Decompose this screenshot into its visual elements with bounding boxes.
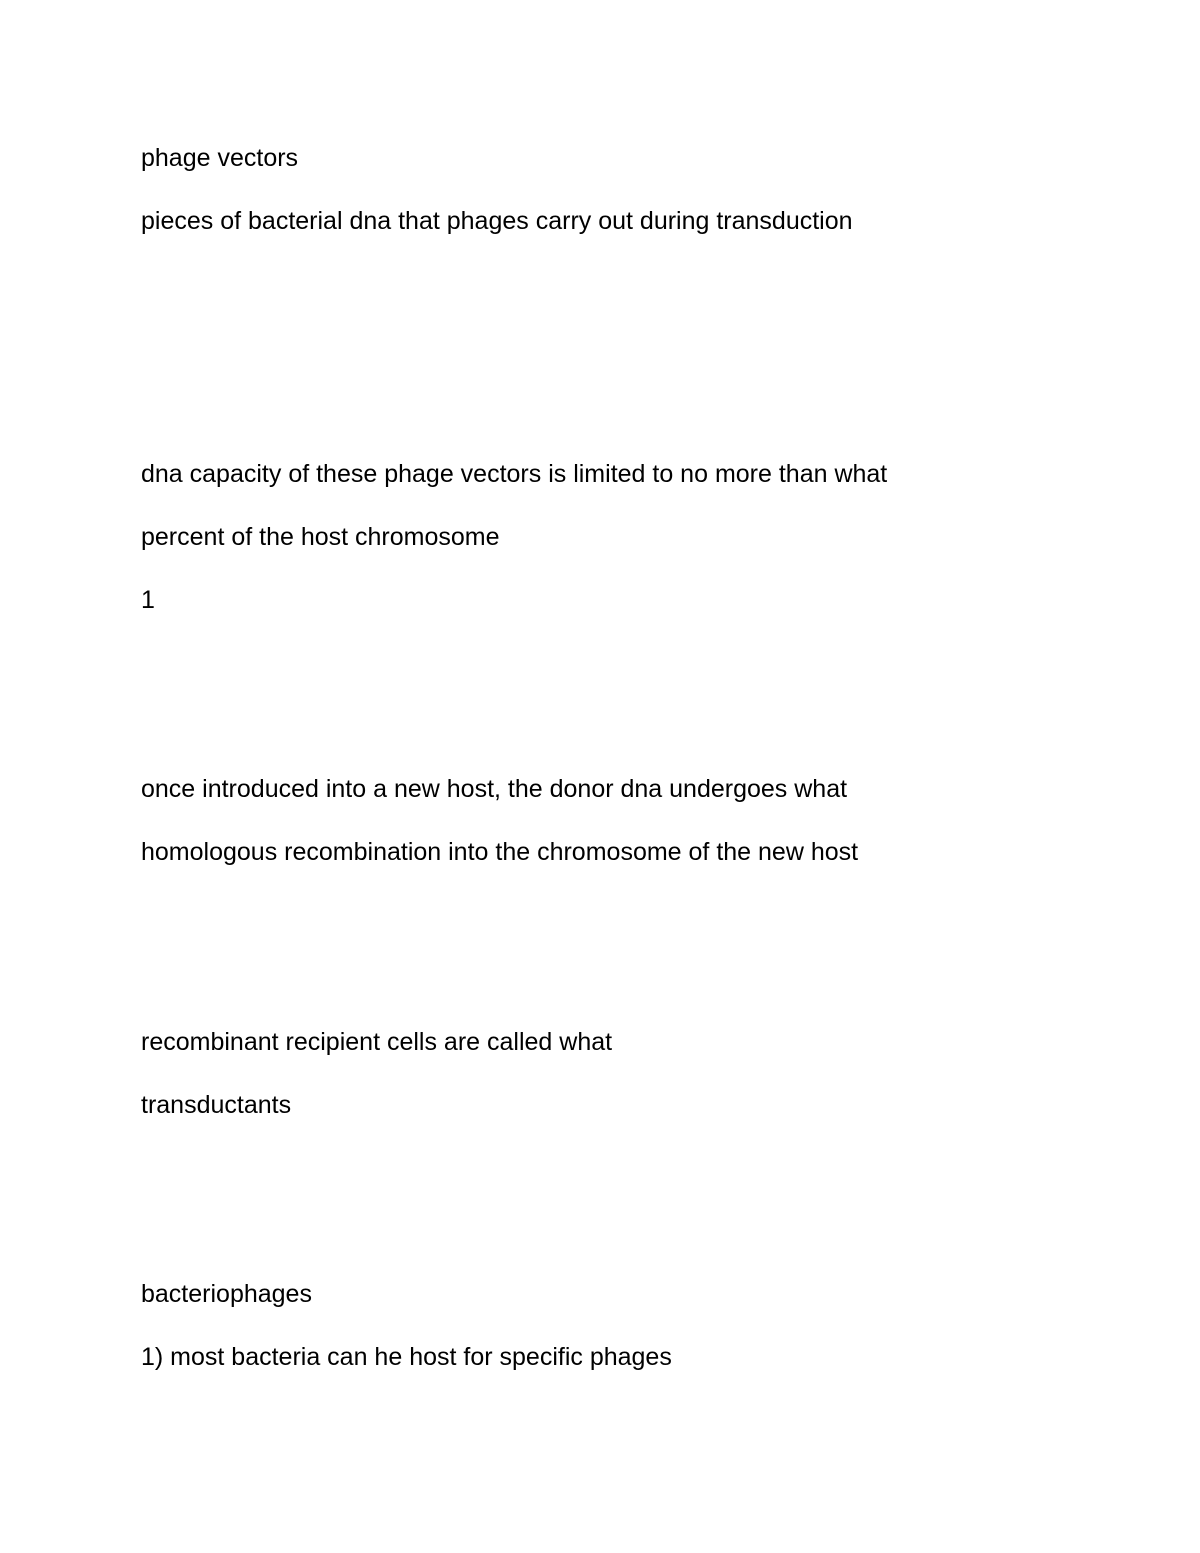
card-2-definition: 1	[141, 586, 155, 614]
card-1-definition: pieces of bacterial dna that phages carry out during transduction	[141, 207, 853, 235]
card-3-term: once introduced into a new host, the donor dna undergoes what	[141, 775, 848, 803]
card-5-definition: 1) most bacteria can he host for specific phages	[141, 1343, 672, 1371]
card-2-term-line-2: percent of the host chromosome	[141, 523, 500, 551]
card-4-definition: transductants	[141, 1091, 292, 1119]
card-2-term-line-1: dna capacity of these phage vectors is limited to no more than what	[141, 460, 888, 488]
card-3-definition: homologous recombination into the chromosome of the new host	[141, 838, 859, 866]
card-5-term: bacteriophages	[141, 1280, 312, 1308]
card-1-term: phage vectors	[141, 144, 299, 172]
card-4-term: recombinant recipient cells are called what	[141, 1028, 613, 1056]
